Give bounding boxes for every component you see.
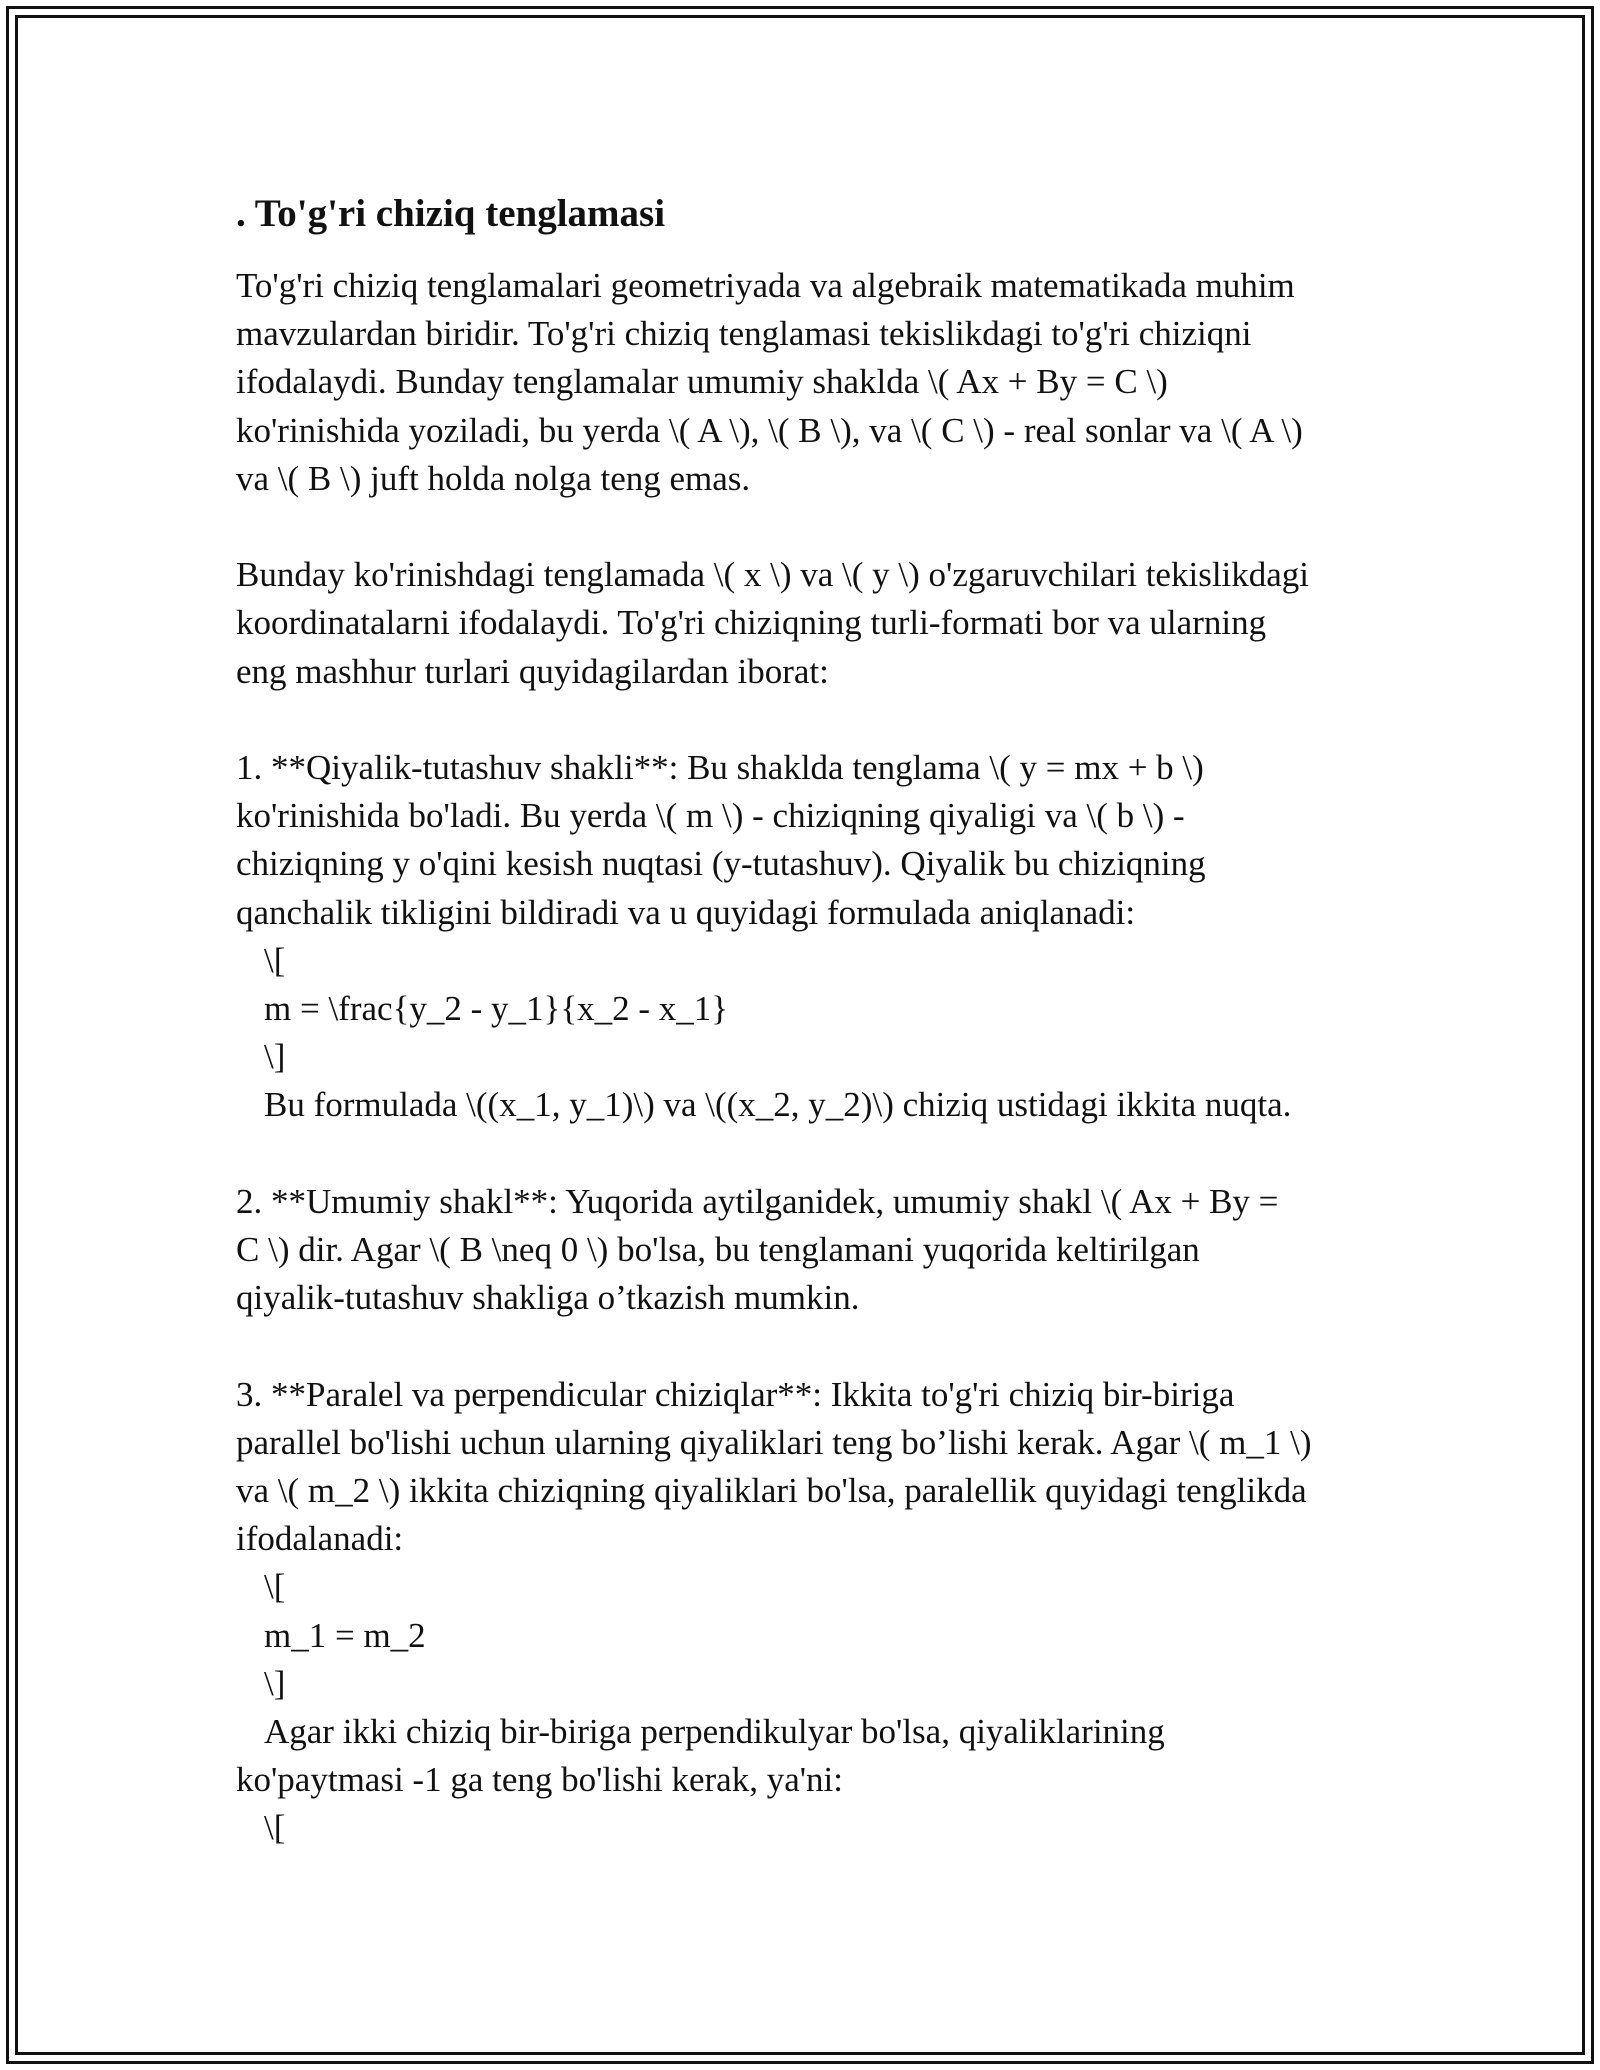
text-line: mavzulardan biridir. To'g'ri chiziq tenglamasi tekislikdagi to'g'ri chiziqni <box>236 314 1252 354</box>
text-line: qanchalik tikligini bildiradi va u quyidagi formulada aniqlanadi: <box>236 892 1136 932</box>
formula-open: \[ <box>264 1808 286 1848</box>
text-line: C \) dir. Agar \( B \neq 0 \) bo'lsa, bu tenglamani yuqorida keltirilgan <box>236 1230 1200 1270</box>
text-line: ifodalanadi: <box>236 1519 404 1559</box>
list-item-slope-intercept <box>236 744 1366 1130</box>
text-line: To'g'ri chiziq tenglamalari geometriyada va algebraik matematikada muhim <box>236 266 1295 305</box>
text-line: va \( m_2 \) ikkita chiziqning qiyaliklari bo'lsa, paralellik quyidagi tenglikda <box>236 1471 1307 1511</box>
text-line: 1. **Qiyalik-tutashuv shakli**: Bu shaklda tenglama \( y = mx + b \) <box>236 748 1204 787</box>
text-line: 2. **Umumiy shakl**: Yuqorida aytilganidek, umumiy shakl \( Ax + By = <box>236 1181 1279 1221</box>
text-line: ko'rinishida bo'ladi. Bu yerda \( m \) - chiziqning qiyaligi va \( b \) - <box>236 796 1185 836</box>
section-title: . To'g'ri chiziq tenglamasi <box>236 192 666 235</box>
text-line: ko'rinishida yoziladi, bu yerda \( A \), \( B \), va \( C \) - real sonlar va \( A \) <box>236 410 1303 450</box>
formula-body: m_1 = m_2 <box>264 1615 426 1655</box>
list-item-general-form <box>236 1178 1366 1323</box>
formula-close: \] <box>264 1037 286 1077</box>
paragraph-intro <box>236 262 1366 503</box>
text-line: va \( B \) juft holda nolga teng emas. <box>236 458 751 498</box>
text-line: Agar ikki chiziq bir-biriga perpendikulyar bo'lsa, qiyaliklarining <box>264 1712 1165 1752</box>
text-line: koordinatalarni ifodalaydi. To'g'ri chiziqning turli-formati bor va ularning <box>236 603 1267 643</box>
text-line: chiziqning y o'qini kesish nuqtasi (y-tutashuv). Qiyalik bu chiziqning <box>236 844 1206 884</box>
text-line: ifodalaydi. Bunday tenglamalar umumiy shaklda \( Ax + By = C \) <box>236 362 1168 402</box>
formula-open: \[ <box>264 940 286 980</box>
formula-close: \] <box>264 1663 286 1703</box>
formula-open: \[ <box>264 1567 286 1607</box>
paragraph-variables <box>236 551 1366 696</box>
list-item-parallel-perpendicular <box>236 1371 1366 1853</box>
text-line: qiyalik-tutashuv shakliga o’tkazish mumkin. <box>236 1278 860 1318</box>
text-line: parallel bo'lishi uchun ularning qiyaliklari teng bo’lishi kerak. Agar \( m_1 \) <box>236 1422 1312 1462</box>
text-line: ko'paytmasi -1 ga teng bo'lishi kerak, ya'ni: <box>236 1760 843 1800</box>
formula-body: m = \frac{y_2 - y_1}{x_2 - x_1} <box>264 989 729 1029</box>
text-line: Bu formulada \((x_1, y_1)\) va \((x_2, y_2)\) chiziq ustidagi ikkita nuqta. <box>264 1085 1292 1125</box>
text-line: Bunday ko'rinishdagi tenglamada \( x \) va \( y \) o'zgaruvchilari tekislikdagi <box>236 555 1310 595</box>
text-line: eng mashhur turlari quyidagilardan iborat: <box>236 651 829 691</box>
text-line: 3. **Paralel va perpendicular chiziqlar**: Ikkita to'g'ri chiziq bir-biriga <box>236 1374 1235 1414</box>
document-body <box>236 186 1366 1853</box>
